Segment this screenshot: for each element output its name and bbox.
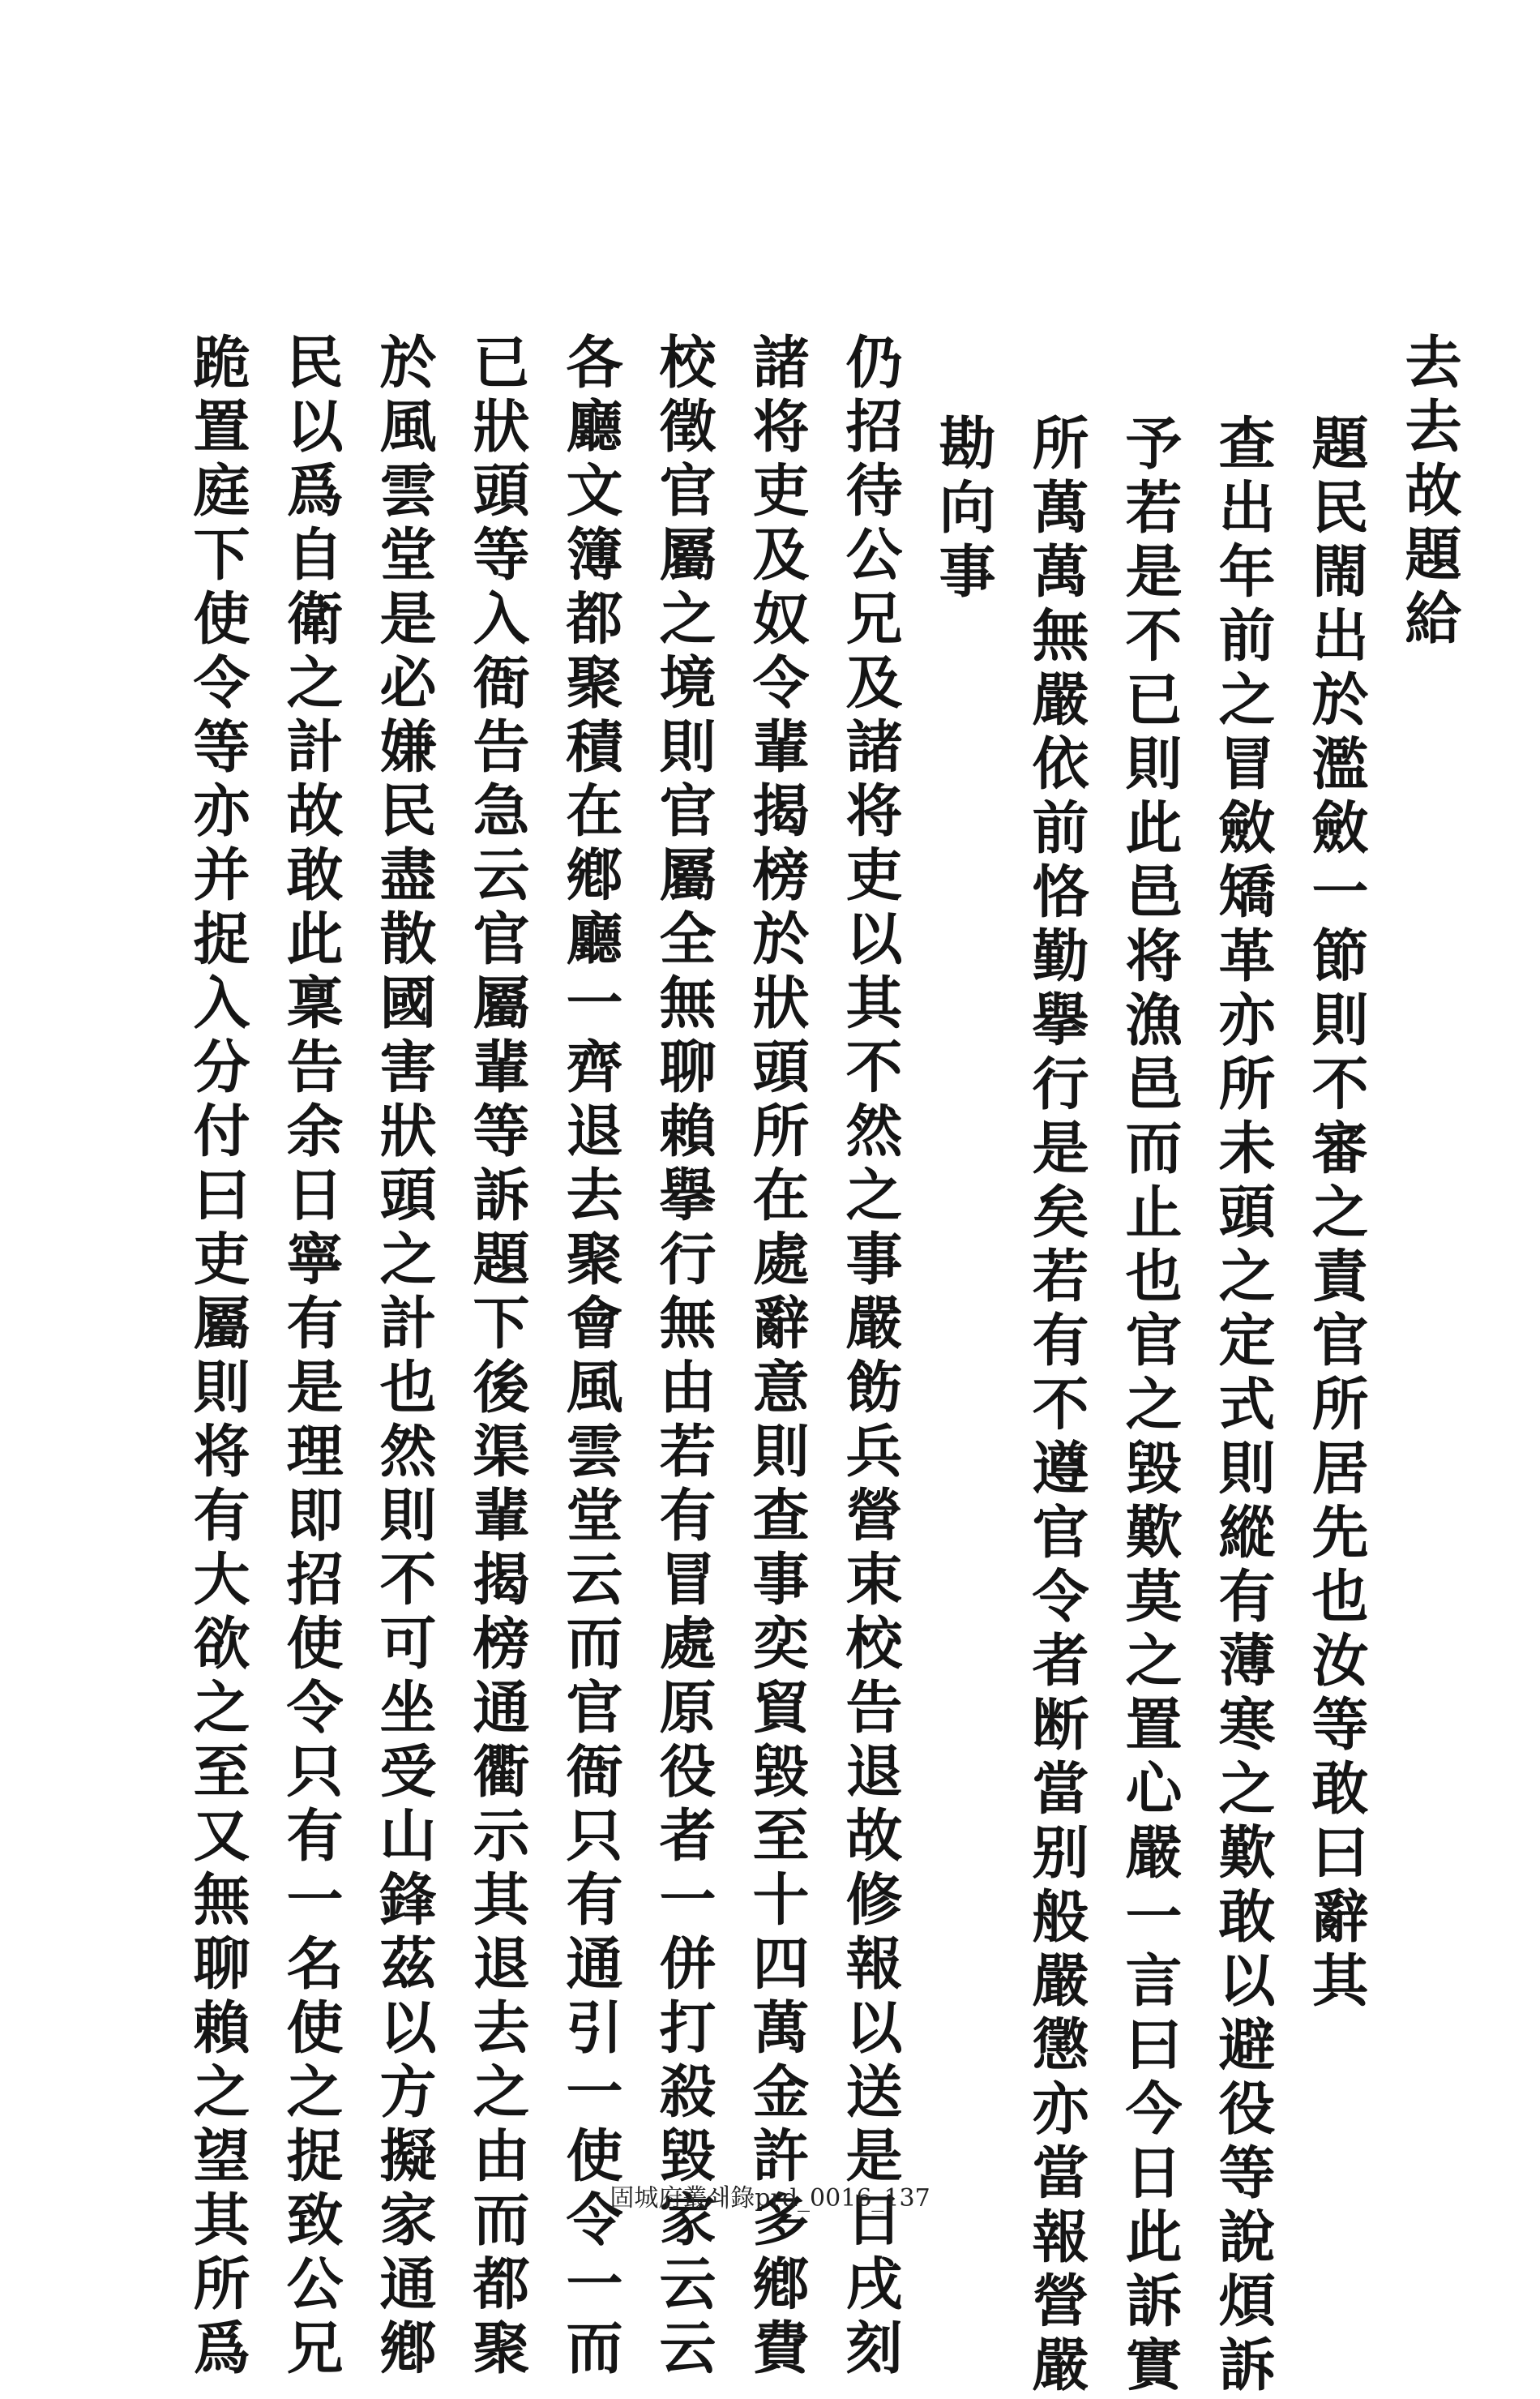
text-column-2: 題民閙出於濫斂一節則不審之責官所居先也汝等敢曰辭其: [1303, 413, 1370, 2015]
text-column-4: 予若是不已則此邑将漁邑而止也官之毀歎莫之置心嚴一言曰今日此訴實: [1116, 413, 1183, 2399]
text-column-1: 去去故題給: [1396, 332, 1463, 653]
text-column-13: 民以爲自衛之計故敢此稟告余日寧有是理即招使令只有一名使之捉致公兄: [277, 332, 344, 2382]
text-column-14: 跪置庭下使令等亦并捉入分付曰吏屬則将有大欲之至又無聊賴之望其所爲: [184, 332, 251, 2382]
text-column-5: 所萬萬無嚴依前恪勤擧行是矣若有不遵官令者断當别般嚴懲亦當報營嚴: [1023, 413, 1090, 2399]
text-column-11: 已狀頭等入衙告急云官屬輩等訴題下後渠輩揭榜通衢示其退去之由而都聚: [464, 332, 531, 2382]
text-column-9: 校徵官屬之境則官屬全無聊賴擧行無由若有冒處原役者一併打殺毀家云云: [650, 332, 717, 2382]
text-column-12: 於風雲堂是必嫌民盡散國害狀頭之計也然則不可坐受山鋒茲以方擬家通鄕: [370, 332, 438, 2382]
text-column-8: 諸将吏及奴令輩揭榜於狀頭所在處辭意則查事奕貿毀至十四萬金許多鄕費: [743, 332, 811, 2382]
text-column-3: 查出年前之冒斂矯革亦所未頭之定式則縱有薄寒之歎敢以避役等說煩訴: [1209, 413, 1277, 2399]
page-footer-caption: 固城府叢쇄錄prd_0016_137: [610, 2184, 930, 2213]
text-column-10: 各廳文簿都聚積在鄕廳一齊退去聚會風雲堂云而官衙只有通引一使令一而: [557, 332, 624, 2382]
text-column-6: 勘向事: [930, 413, 997, 606]
text-column-7: 仍招待公兄及諸将吏以其不然之事嚴飭兵營束校告退故修報以送是日戌刻: [836, 332, 904, 2382]
